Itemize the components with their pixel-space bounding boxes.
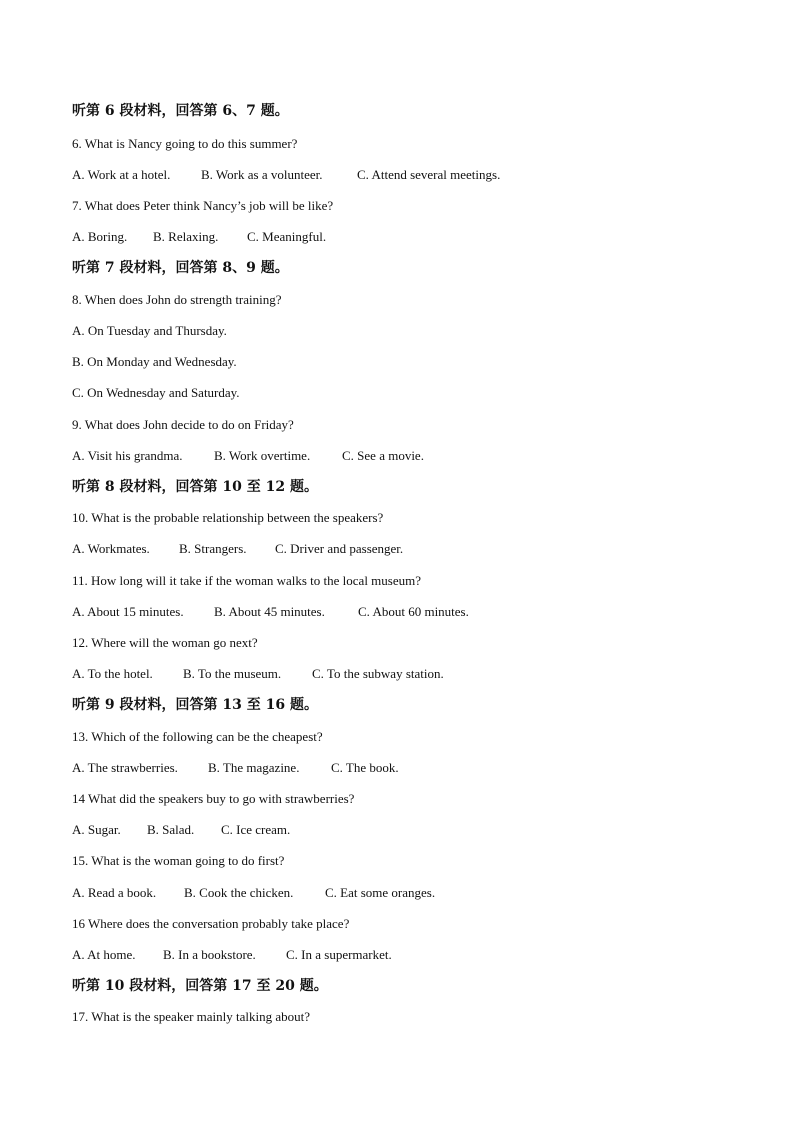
option-c: C. About 60 minutes. bbox=[358, 604, 469, 619]
option-c: C. The book. bbox=[331, 760, 399, 775]
question-text: 10. What is the probable relationship between the speakers? bbox=[72, 510, 384, 525]
answer-options bbox=[72, 759, 734, 777]
option-b: B. In a bookstore. bbox=[163, 947, 256, 962]
option-b: B. Strangers. bbox=[179, 541, 247, 556]
question-text: 17. What is the speaker mainly talking about? bbox=[72, 1009, 311, 1024]
answer-option: A. On Tuesday and Thursday. bbox=[72, 323, 227, 338]
option-c: C. Attend several meetings. bbox=[357, 167, 501, 182]
option-b: B. Work as a volunteer. bbox=[201, 167, 323, 182]
option-a: A. Read a book. bbox=[72, 885, 157, 900]
option-a: A. To the hotel. bbox=[72, 666, 153, 681]
option-c: C. Driver and passenger. bbox=[275, 541, 404, 556]
answer-options bbox=[72, 447, 734, 465]
answer-options bbox=[72, 166, 734, 184]
option-b: B. To the museum. bbox=[183, 666, 282, 681]
section-heading: 听第 7 段材料，回答第 8、9 题。 bbox=[72, 260, 289, 276]
option-b: B. Cook the chicken. bbox=[184, 885, 294, 900]
section-heading: 听第 6 段材料，回答第 6、7 题。 bbox=[72, 103, 289, 119]
question-text: 14 What did the speakers buy to go with strawberries? bbox=[72, 791, 355, 806]
section-heading: 听第 10 段材料，回答第 17 至 20 题。 bbox=[72, 978, 328, 994]
question-text: 12. Where will the woman go next? bbox=[72, 635, 258, 650]
option-c: C. In a supermarket. bbox=[286, 947, 392, 962]
question-text: 9. What does John decide to do on Friday? bbox=[72, 417, 294, 432]
option-c: C. Meaningful. bbox=[247, 229, 327, 244]
section-heading: 听第 8 段材料，回答第 10 至 12 题。 bbox=[72, 479, 318, 495]
question-text: 15. What is the woman going to do first? bbox=[72, 853, 285, 868]
answer-option: B. On Monday and Wednesday. bbox=[72, 354, 237, 369]
option-c: C. Eat some oranges. bbox=[325, 885, 436, 900]
option-c: C. Ice cream. bbox=[221, 822, 291, 837]
question-text: 7. What does Peter think Nancy’s job will be like? bbox=[72, 198, 334, 213]
answer-options bbox=[72, 821, 734, 839]
answer-options bbox=[72, 603, 734, 621]
option-b: B. The magazine. bbox=[208, 760, 300, 775]
answer-option: C. On Wednesday and Saturday. bbox=[72, 385, 240, 400]
answer-options bbox=[72, 540, 734, 558]
question-text: 8. When does John do strength training? bbox=[72, 292, 282, 307]
option-a: A. The strawberries. bbox=[72, 760, 178, 775]
option-a: A. Boring. bbox=[72, 229, 128, 244]
answer-options bbox=[72, 884, 734, 902]
question-text: 13. Which of the following can be the cheapest? bbox=[72, 729, 323, 744]
answer-options bbox=[72, 946, 734, 964]
answer-options bbox=[72, 228, 734, 246]
option-a: A. Visit his grandma. bbox=[72, 448, 183, 463]
question-text: 16 Where does the conversation probably take place? bbox=[72, 916, 350, 931]
option-a: A. Sugar. bbox=[72, 822, 121, 837]
question-text: 11. How long will it take if the woman walks to the local museum? bbox=[72, 573, 422, 588]
option-a: A. About 15 minutes. bbox=[72, 604, 184, 619]
answer-options bbox=[72, 665, 734, 683]
option-c: C. To the subway station. bbox=[312, 666, 444, 681]
question-text: 6. What is Nancy going to do this summer? bbox=[72, 136, 298, 151]
section-heading: 听第 9 段材料，回答第 13 至 16 题。 bbox=[72, 697, 318, 713]
option-a: A. At home. bbox=[72, 947, 136, 962]
option-a: A. Workmates. bbox=[72, 541, 150, 556]
option-c: C. See a movie. bbox=[342, 448, 424, 463]
option-b: B. Work overtime. bbox=[214, 448, 311, 463]
option-a: A. Work at a hotel. bbox=[72, 167, 171, 182]
option-b: B. About 45 minutes. bbox=[214, 604, 325, 619]
option-b: B. Relaxing. bbox=[153, 229, 219, 244]
option-b: B. Salad. bbox=[147, 822, 195, 837]
